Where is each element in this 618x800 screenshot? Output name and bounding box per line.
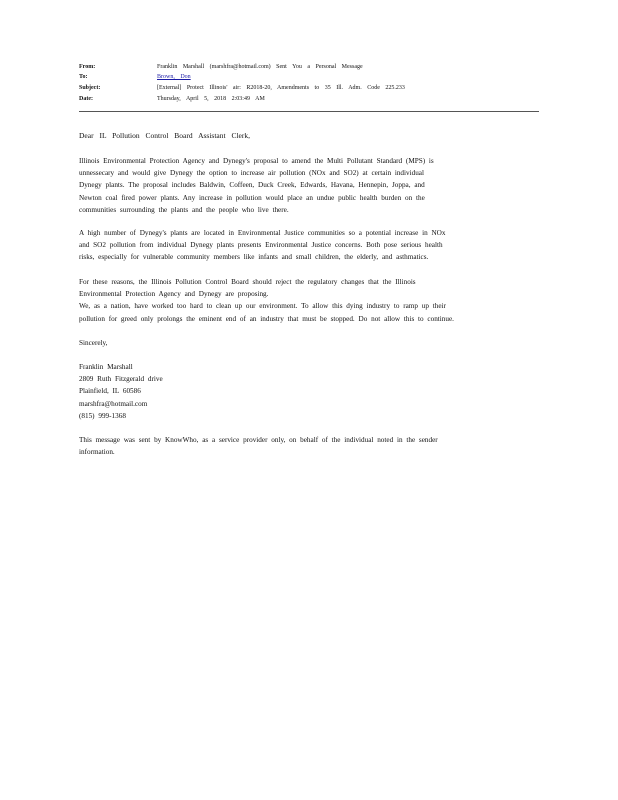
closing-text: Sincerely, — [79, 339, 108, 347]
paragraph-1 — [79, 155, 531, 216]
signature-name: Franklin Marshall — [79, 363, 133, 371]
paragraph-line: We, as a nation, have worked too hard to clean up our environment. To allow this dying industry to ramp up their — [79, 302, 446, 311]
paragraph-line: Newton coal fired power plants. Any increase in pollution would place an undue public health burden on the — [79, 193, 425, 202]
closing — [79, 337, 531, 349]
header-divider — [79, 111, 539, 112]
paragraph-line: Illinois Environmental Protection Agency and Dynegy's proposal to amend the Multi Pollutant Standard (MPS) is — [79, 157, 434, 165]
to-recipient-link[interactable]: Brown, Don — [157, 74, 191, 80]
subject-value: [External] Protect Illinois' air: R2018-20, Amendments to 35 Ill. Adm. Code 225.233 — [157, 85, 405, 91]
footer-note — [79, 434, 531, 458]
paragraph-line: For these reasons, the Illinois Pollution Control Board should reject the regulatory changes that the Illinois — [79, 278, 416, 286]
signature-block — [79, 361, 531, 422]
paragraph-line: pollution for greed only prolongs the eminent end of an industry that must be stopped. Do not allow this to continue. — [79, 314, 454, 323]
signature-address: 2809 Ruth Fitzgerald drive — [79, 375, 163, 384]
from-value: Franklin Marshall (marshfra@hotmail.com) Sent You a Personal Message — [157, 64, 363, 70]
paragraph-3 — [79, 276, 531, 325]
paragraph-line: Environmental Protection Agency and Dynegy are proposing. — [79, 290, 269, 299]
footer-line: information. — [79, 448, 115, 457]
paragraph-2 — [79, 227, 531, 264]
footer-line: This message was sent by KnowWho, as a service provider only, on behalf of the individual noted in the sender — [79, 436, 438, 444]
subject-label: Subject: — [79, 85, 101, 91]
paragraph-line: risks, especially for vulnerable community members like infants and small children, the elderly, and asthmatics. — [79, 253, 429, 262]
signature-email: marshfra@hotmail.com — [79, 399, 148, 408]
paragraph-line: unnessecary and would give Dynegy the option to increase air pollution (NOx and SO2) at certain individual — [79, 169, 424, 178]
date-value: Thursday, April 5, 2018 2:03:49 AM — [157, 96, 265, 102]
greeting: Dear IL Pollution Control Board Assistant Clerk, — [79, 131, 251, 140]
paragraph-line: communities surrounding the plants and the people who live there. — [79, 205, 289, 214]
signature-city: Plainfield, IL 60586 — [79, 387, 141, 396]
date-label: Date: — [79, 96, 93, 102]
paragraph-line: A high number of Dynegy's plants are located in Environmental Justice communities so a potential increase in NOx — [79, 229, 446, 237]
signature-phone: (815) 999-1368 — [79, 411, 126, 420]
paragraph-line: Dynegy plants. The proposal includes Baldwin, Coffeen, Duck Creek, Edwards, Havana, Hennepin, Joppa, and — [79, 181, 425, 190]
paragraph-line: and SO2 pollution from individual Dynegy plants presents Environmental Justice concerns. Both pose serious health — [79, 241, 443, 250]
to-label: To: — [79, 74, 88, 80]
from-label: From: — [79, 64, 96, 70]
